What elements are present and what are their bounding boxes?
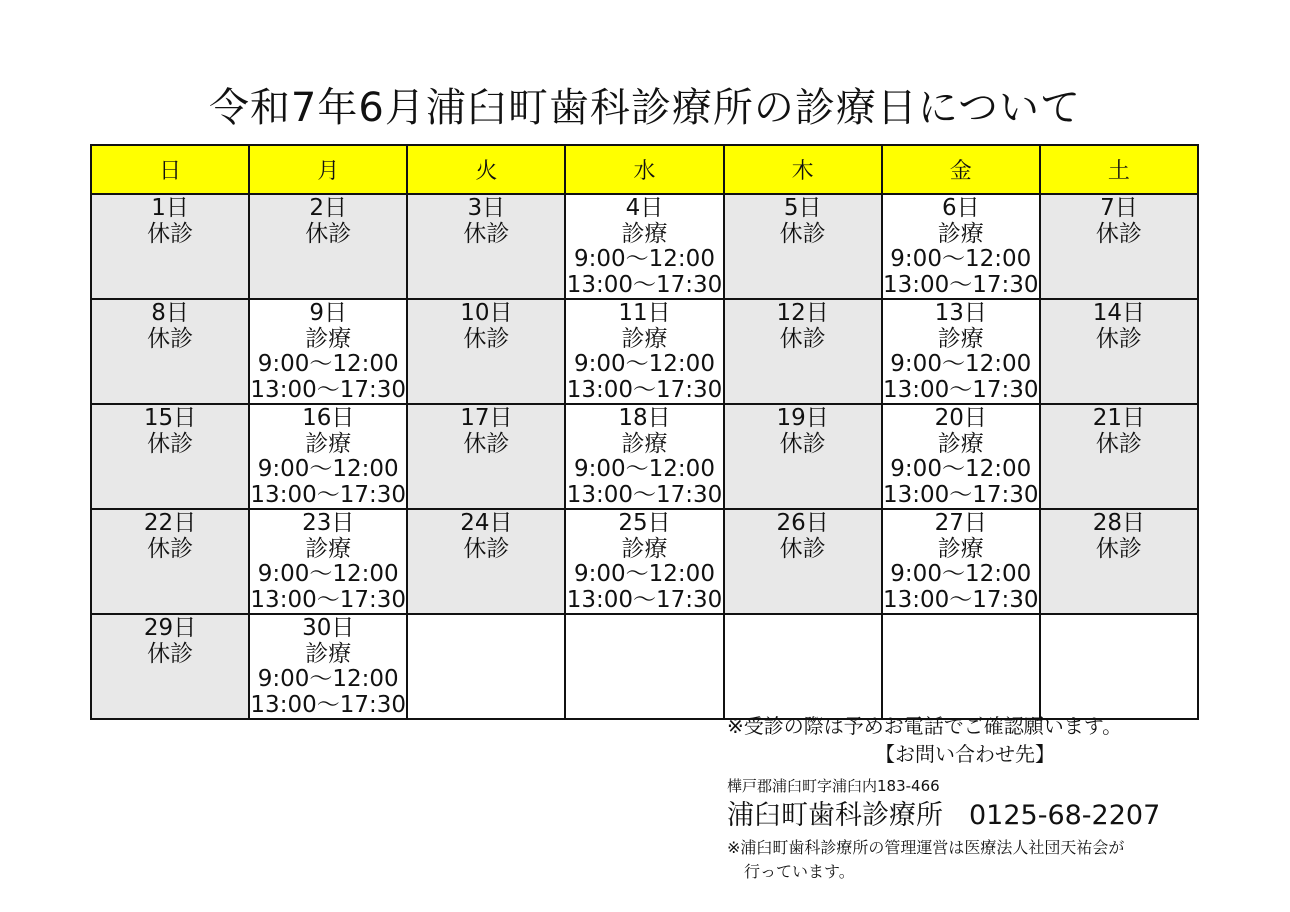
open-day-cell bbox=[249, 614, 407, 719]
closed-day-cell bbox=[1040, 509, 1198, 614]
day-label: 17日 bbox=[460, 405, 513, 431]
status-label: 診療 bbox=[621, 220, 668, 247]
day-label: 20日 bbox=[934, 405, 987, 431]
day-label: 26日 bbox=[776, 510, 829, 536]
operator-note bbox=[727, 836, 1247, 884]
day-label: 27日 bbox=[934, 510, 987, 536]
status-label: 休診 bbox=[1095, 220, 1142, 247]
day-label: 28日 bbox=[1092, 510, 1146, 536]
morning-hours: 9:00～12:00 bbox=[257, 351, 399, 377]
afternoon-hours: 13:00～17:30 bbox=[566, 481, 723, 508]
closed-day-cell bbox=[91, 614, 249, 719]
afternoon-hours: 13:00～17:30 bbox=[566, 271, 723, 298]
day-label: 21日 bbox=[1092, 405, 1146, 431]
open-day-cell bbox=[565, 404, 723, 509]
open-day-cell bbox=[249, 509, 407, 614]
afternoon-hours: 13:00～17:30 bbox=[250, 481, 406, 508]
day-label: 25日 bbox=[618, 510, 671, 536]
status-label: 診療 bbox=[937, 430, 984, 457]
day-label: 6日 bbox=[941, 195, 980, 221]
open-day-cell bbox=[882, 194, 1040, 299]
weekday-sat: 土 bbox=[1040, 145, 1198, 194]
closed-day-cell bbox=[1040, 194, 1198, 299]
weekday-thu: 木 bbox=[724, 145, 882, 194]
day-label: 18日 bbox=[618, 405, 671, 431]
clinic-contact-line bbox=[727, 798, 1247, 834]
status-label: 診療 bbox=[621, 430, 668, 457]
day-label: 29日 bbox=[143, 615, 197, 641]
closed-day-cell bbox=[91, 404, 249, 509]
phone-number: 0125-68-2207 bbox=[969, 800, 1161, 831]
weekday-wed: 水 bbox=[565, 145, 723, 194]
week-row bbox=[91, 614, 1198, 719]
morning-hours: 9:00～12:00 bbox=[574, 561, 715, 587]
page-title: 令和7年6月浦臼町歯科診療所の診療日について bbox=[208, 85, 1082, 131]
day-label: 5日 bbox=[783, 195, 822, 221]
day-label: 14日 bbox=[1092, 300, 1146, 326]
day-label: 11日 bbox=[618, 300, 671, 326]
weekday-tue: 火 bbox=[407, 145, 565, 194]
day-label: 12日 bbox=[776, 300, 829, 326]
empty-day-cell bbox=[724, 614, 882, 719]
status-label: 休診 bbox=[1095, 430, 1142, 457]
day-label: 7日 bbox=[1100, 195, 1138, 221]
status-label: 診療 bbox=[621, 325, 668, 352]
morning-hours: 9:00～12:00 bbox=[257, 456, 399, 482]
afternoon-hours: 13:00～17:30 bbox=[882, 271, 1039, 298]
morning-hours: 9:00～12:00 bbox=[890, 561, 1032, 587]
status-label: 休診 bbox=[147, 535, 194, 562]
day-label: 3日 bbox=[467, 195, 506, 221]
closed-day-cell bbox=[91, 299, 249, 404]
status-label: 診療 bbox=[305, 325, 352, 352]
open-day-cell bbox=[882, 299, 1040, 404]
status-label: 診療 bbox=[937, 325, 984, 352]
week-row bbox=[91, 194, 1198, 299]
closed-day-cell bbox=[407, 404, 565, 509]
open-day-cell bbox=[882, 509, 1040, 614]
status-label: 診療 bbox=[305, 430, 352, 457]
afternoon-hours: 13:00～17:30 bbox=[882, 586, 1039, 613]
afternoon-hours: 13:00～17:30 bbox=[250, 586, 406, 613]
day-label: 19日 bbox=[776, 405, 829, 431]
morning-hours: 9:00～12:00 bbox=[257, 561, 399, 587]
clinic-address: 樺戸郡浦臼町字浦臼内183-466 bbox=[727, 777, 940, 795]
closed-day-cell bbox=[407, 509, 565, 614]
status-label: 休診 bbox=[305, 220, 352, 247]
weekday-mon: 月 bbox=[249, 145, 407, 194]
status-label: 休診 bbox=[779, 220, 826, 247]
status-label: 診療 bbox=[937, 220, 984, 247]
operator-note-line2: 行っています。 bbox=[744, 862, 855, 881]
morning-hours: 9:00～12:00 bbox=[890, 351, 1032, 377]
open-day-cell bbox=[565, 194, 723, 299]
day-label: 22日 bbox=[143, 510, 197, 536]
afternoon-hours: 13:00～17:30 bbox=[250, 691, 406, 718]
morning-hours: 9:00～12:00 bbox=[890, 246, 1032, 272]
week-row bbox=[91, 299, 1198, 404]
open-day-cell bbox=[565, 509, 723, 614]
day-label: 4日 bbox=[625, 195, 664, 221]
day-label: 24日 bbox=[460, 510, 513, 536]
week-row bbox=[91, 404, 1198, 509]
closed-day-cell bbox=[407, 299, 565, 404]
day-label: 16日 bbox=[302, 405, 355, 431]
empty-day-cell bbox=[407, 614, 565, 719]
status-label: 休診 bbox=[147, 220, 194, 247]
clinic-name: 浦臼町歯科診療所 bbox=[727, 800, 943, 831]
closed-day-cell bbox=[1040, 299, 1198, 404]
day-label: 2日 bbox=[309, 195, 348, 221]
afternoon-hours: 13:00～17:30 bbox=[882, 376, 1039, 403]
closed-day-cell bbox=[724, 194, 882, 299]
day-label: 30日 bbox=[302, 615, 355, 641]
closed-day-cell bbox=[249, 194, 407, 299]
closed-day-cell bbox=[91, 194, 249, 299]
status-label: 休診 bbox=[463, 430, 510, 457]
empty-day-cell bbox=[1040, 614, 1198, 719]
open-day-cell bbox=[249, 404, 407, 509]
day-label: 23日 bbox=[302, 510, 355, 536]
day-label: 9日 bbox=[309, 300, 348, 326]
status-label: 休診 bbox=[463, 220, 510, 247]
afternoon-hours: 13:00～17:30 bbox=[882, 481, 1039, 508]
status-label: 診療 bbox=[621, 535, 668, 562]
calendar-body bbox=[91, 194, 1198, 719]
morning-hours: 9:00～12:00 bbox=[890, 456, 1032, 482]
contact-footer bbox=[727, 712, 1247, 884]
closed-day-cell bbox=[724, 509, 882, 614]
status-label: 休診 bbox=[147, 430, 194, 457]
day-label: 15日 bbox=[143, 405, 197, 431]
day-label: 10日 bbox=[460, 300, 513, 326]
status-label: 休診 bbox=[779, 535, 826, 562]
closed-day-cell bbox=[407, 194, 565, 299]
status-label: 休診 bbox=[1095, 535, 1142, 562]
status-label: 休診 bbox=[1095, 325, 1142, 352]
open-day-cell bbox=[249, 299, 407, 404]
weekday-header-row bbox=[91, 145, 1198, 194]
morning-hours: 9:00～12:00 bbox=[574, 351, 715, 377]
status-label: 休診 bbox=[779, 430, 826, 457]
operator-note-line1: ※浦臼町歯科診療所の管理運営は医療法人社団天祐会が bbox=[727, 838, 1125, 857]
status-label: 休診 bbox=[147, 325, 194, 352]
closed-day-cell bbox=[1040, 404, 1198, 509]
afternoon-hours: 13:00～17:30 bbox=[566, 376, 723, 403]
closed-day-cell bbox=[724, 404, 882, 509]
closed-day-cell bbox=[91, 509, 249, 614]
morning-hours: 9:00～12:00 bbox=[574, 456, 715, 482]
day-label: 8日 bbox=[151, 300, 189, 326]
afternoon-hours: 13:00～17:30 bbox=[250, 376, 406, 403]
day-label: 1日 bbox=[151, 195, 189, 221]
contact-heading: 【お問い合わせ先】 bbox=[875, 742, 1055, 766]
status-label: 診療 bbox=[937, 535, 984, 562]
status-label: 休診 bbox=[779, 325, 826, 352]
status-label: 休診 bbox=[463, 325, 510, 352]
status-label: 休診 bbox=[463, 535, 510, 562]
schedule-calendar bbox=[90, 144, 1199, 720]
status-label: 診療 bbox=[305, 640, 352, 667]
weekday-fri: 金 bbox=[882, 145, 1040, 194]
call-ahead-notice: ※受診の際は予めお電話でご確認願います。 bbox=[727, 714, 1123, 738]
morning-hours: 9:00～12:00 bbox=[257, 666, 399, 692]
empty-day-cell bbox=[882, 614, 1040, 719]
status-label: 診療 bbox=[305, 535, 352, 562]
open-day-cell bbox=[565, 299, 723, 404]
status-label: 休診 bbox=[147, 640, 194, 667]
day-label: 13日 bbox=[934, 300, 987, 326]
weekday-sun: 日 bbox=[91, 145, 249, 194]
morning-hours: 9:00～12:00 bbox=[574, 246, 715, 272]
closed-day-cell bbox=[724, 299, 882, 404]
empty-day-cell bbox=[565, 614, 723, 719]
afternoon-hours: 13:00～17:30 bbox=[566, 586, 723, 613]
week-row bbox=[91, 509, 1198, 614]
open-day-cell bbox=[882, 404, 1040, 509]
